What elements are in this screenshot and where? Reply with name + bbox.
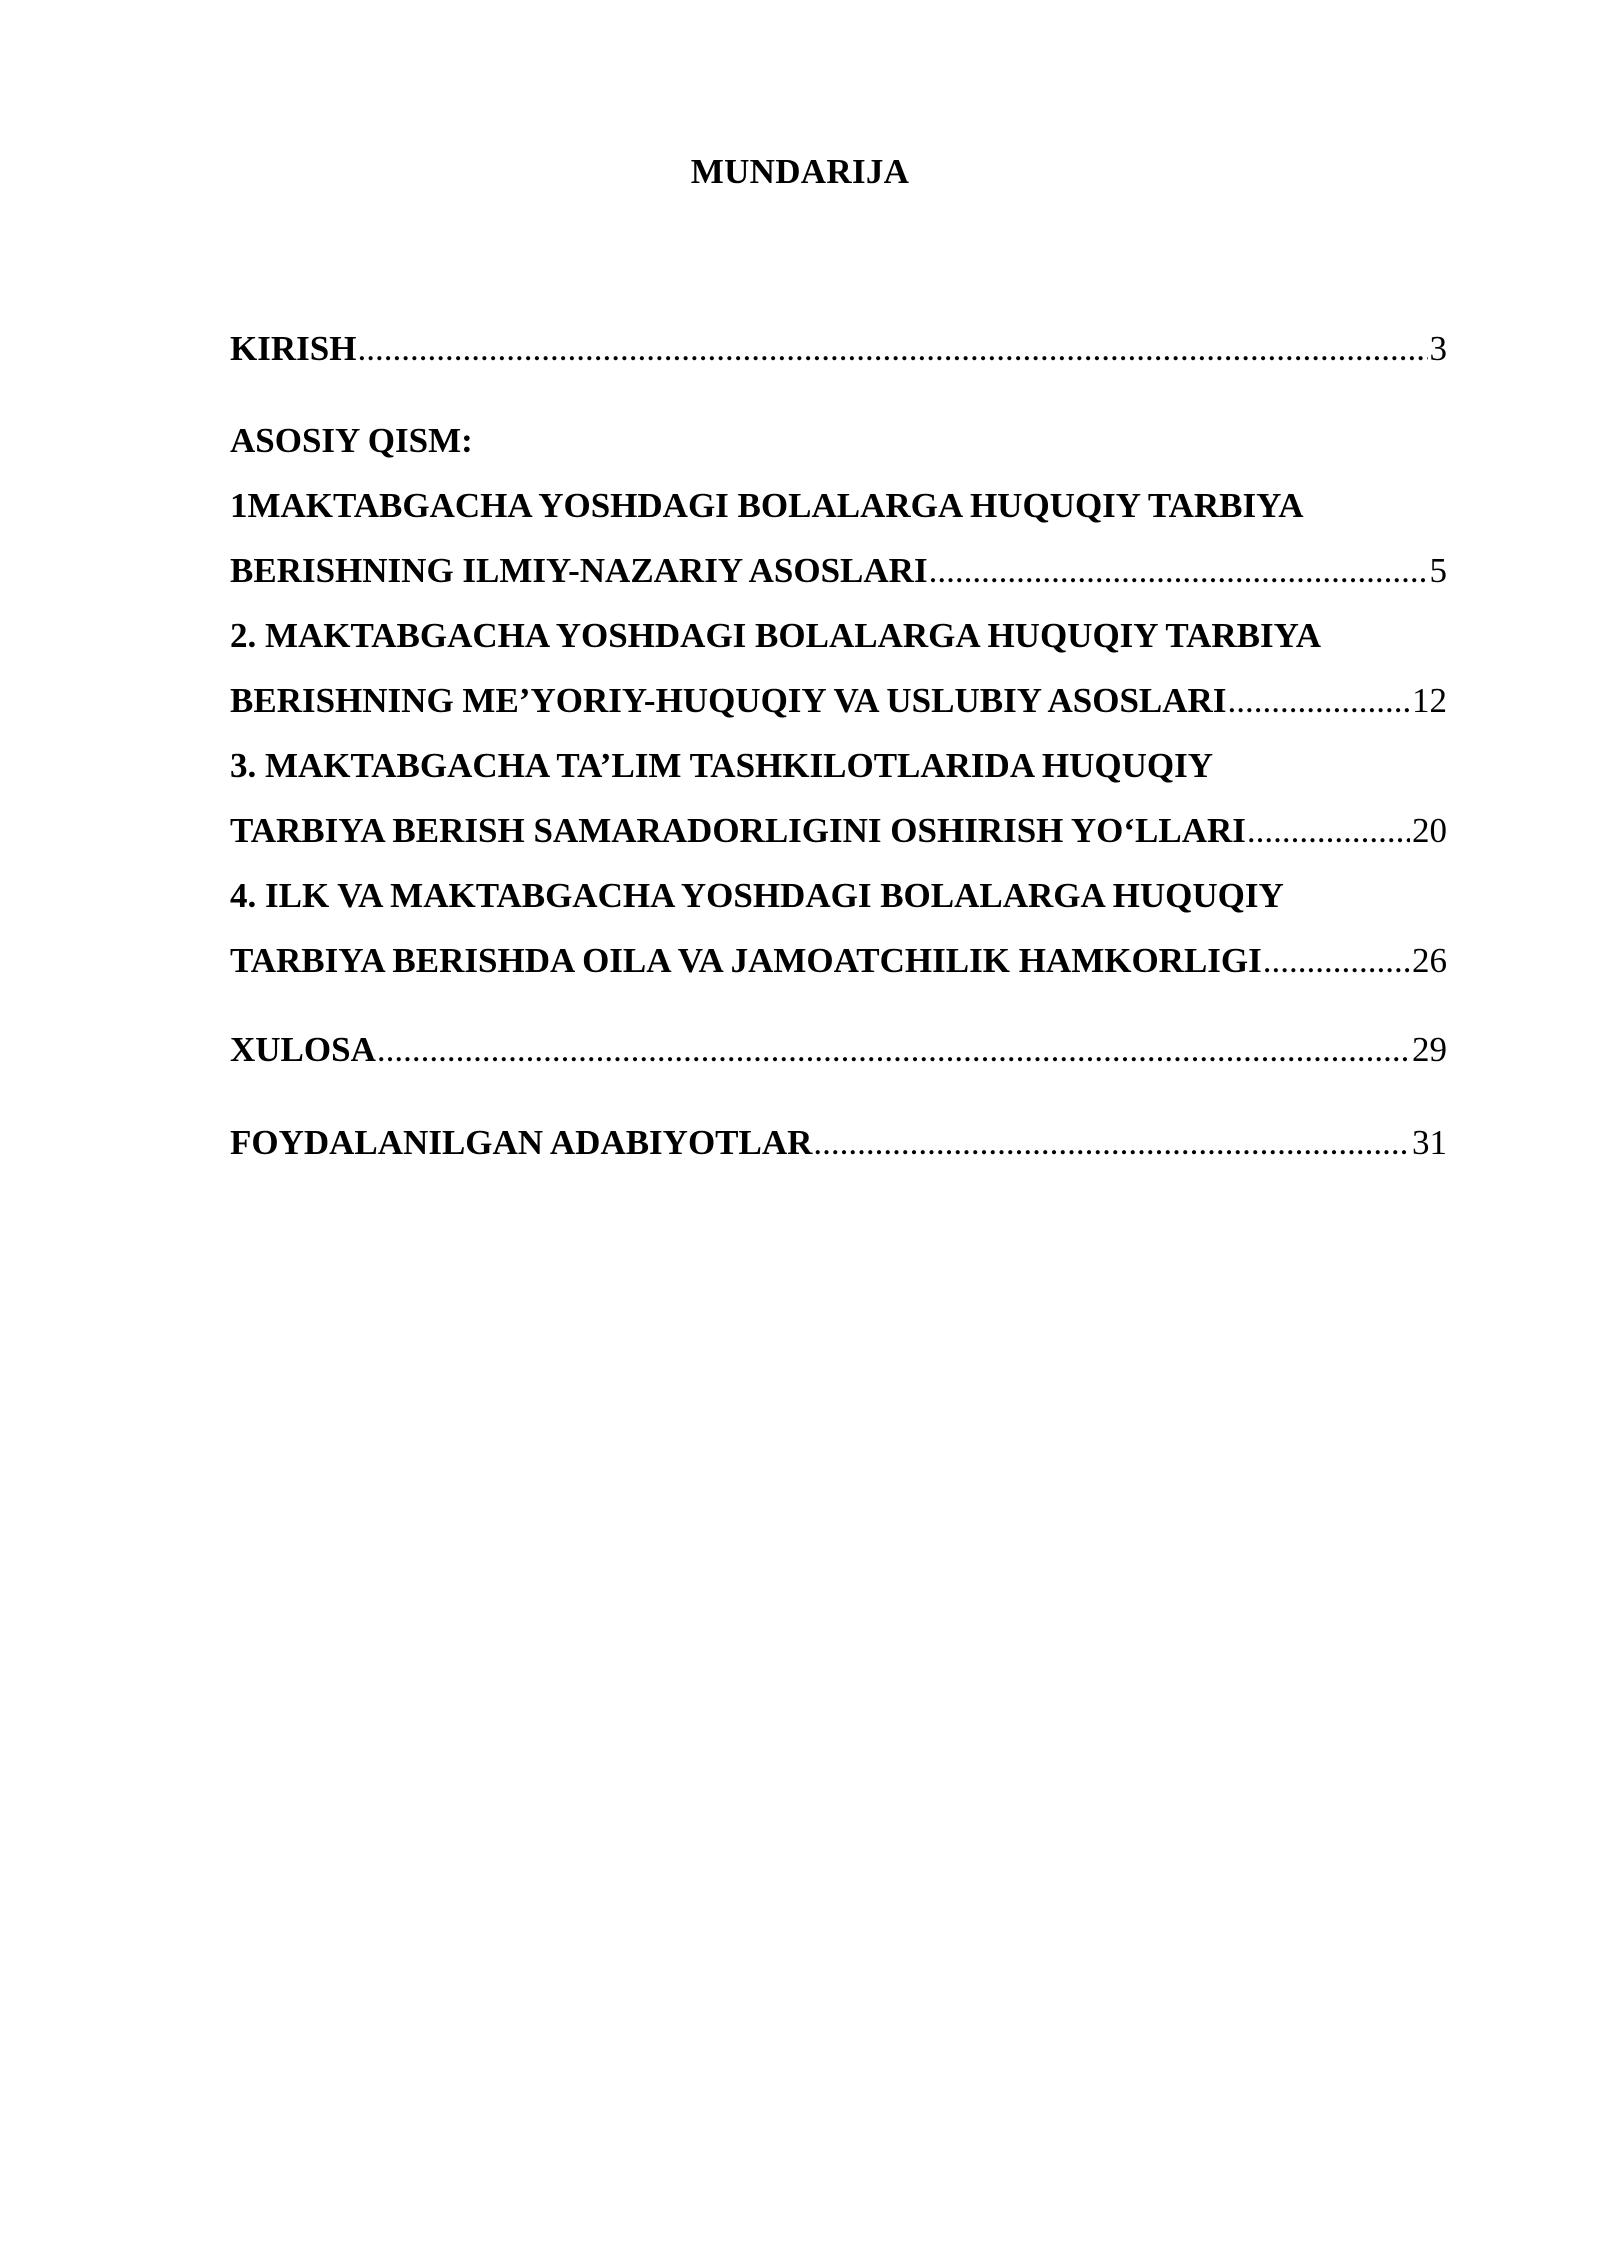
toc-entry-section-1[interactable]	[230, 473, 1447, 603]
dot-leader	[1227, 668, 1410, 733]
toc-entry-section-2[interactable]	[230, 603, 1447, 733]
toc-label: FOYDALANILGAN ADABIYOTLAR	[230, 1123, 813, 1162]
toc-page-number: 3	[1429, 329, 1447, 368]
toc-label-line1: 3. MAKTABGACHA TA’LIM TASHKILOTLARIDA HUQUQIY	[230, 746, 1214, 785]
toc-heading-asosiy-qism	[230, 408, 1447, 473]
toc-entry-adabiyotlar[interactable]	[230, 1110, 1447, 1175]
toc-label-line2: BERISHNING ILMIY-NAZARIY ASOSLARI	[230, 551, 928, 590]
dot-leader	[929, 538, 1428, 603]
toc-label-line1: 1MAKTABGACHA YOSHDAGI BOLALARGA HUQUQIY TARBIYA	[230, 486, 1304, 525]
toc-page-number: 29	[1412, 1030, 1447, 1069]
toc-entry-kirish[interactable]	[230, 316, 1447, 381]
toc-label-line1: 2. MAKTABGACHA YOSHDAGI BOLALARGA HUQUQIY TARBIYA	[230, 616, 1321, 655]
dot-leader	[377, 1017, 1410, 1082]
dot-leader	[357, 316, 1427, 381]
toc-entry-xulosa[interactable]	[230, 1017, 1447, 1082]
toc-entry-section-3[interactable]	[230, 733, 1447, 863]
toc-page-number: 20	[1412, 811, 1447, 850]
toc-label-line2: TARBIYA BERISHDA OILA VA JAMOATCHILIK HAMKORLIGI	[230, 941, 1262, 980]
toc-page-number: 5	[1429, 551, 1447, 590]
toc-label-line2: TARBIYA BERISH SAMARADORLIGINI OSHIRISH YO‘LLARI	[230, 811, 1246, 850]
dot-leader	[1263, 928, 1410, 993]
toc-label-line2: BERISHNING ME’YORIY-HUQUQIY VA USLUBIY ASOSLARI	[230, 681, 1227, 720]
toc-page-number: 31	[1412, 1123, 1447, 1162]
toc-label: ASOSIY QISM:	[230, 421, 473, 460]
toc-label: XULOSA	[230, 1030, 376, 1069]
toc-entry-section-4[interactable]	[230, 863, 1447, 993]
toc-label-line1: 4. ILK VA MAKTABGACHA YOSHDAGI BOLALARGA HUQUQIY	[230, 876, 1284, 915]
toc-page-number: 26	[1412, 941, 1447, 980]
toc-label: KIRISH	[230, 329, 357, 368]
toc-page-number: 12	[1412, 681, 1447, 720]
dot-leader	[1247, 798, 1410, 863]
page-title: MUNDARIJA	[690, 152, 910, 191]
dot-leader	[813, 1110, 1410, 1175]
